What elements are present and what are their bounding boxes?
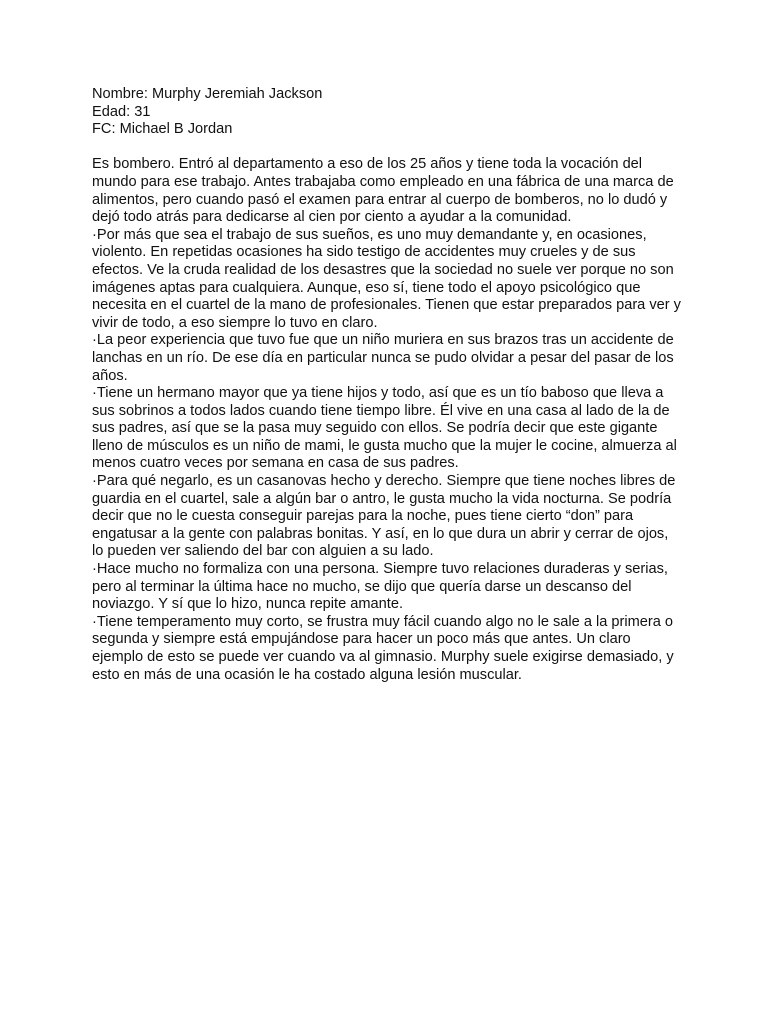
name-line: Nombre: Murphy Jeremiah Jackson [92, 86, 323, 102]
paragraph-work-demands: ·Por más que sea el trabajo de sus sueños, es uno muy demandante y, en ocasiones, violento. En repetidas ocasiones ha sido testigo de accidentes muy crueles y de sus efectos. Ve la cruda realidad de los desastres que la sociedad no suele ver porque no son imágenes aptas para cualquiera. Aunque, eso sí, tiene todo el apoyo psicológico que necesita en el cuartel de la mano de profesionales. Tienen que estar preparados para ver y vivir de todo, a eso siempre lo tuvo en claro. [92, 226, 681, 331]
paragraph-nightlife: ·Para qué negarlo, es un casanovas hecho y derecho. Siempre que tiene noches libres de guardia en el cuartel, sale a algún bar o antro, le gusta mucho la vida nocturna. Se podría decir que no le cuesta conseguir parejas para la noche, pues tiene cierto “don” para engatusar a la gente con palabras bonitas. Y así, en lo que dura un abrir y cerrar de ojos, lo pueden ver saliendo del bar con alguien a su lado. [92, 473, 676, 560]
paragraph-relationships: ·Hace mucho no formaliza con una persona. Siempre tuvo relaciones duraderas y serias, pero al terminar la última hace no mucho, se dijo que quería darse un descanso del noviazgo. Y sí que lo hizo, nunca repite amante. [92, 561, 668, 613]
paragraph-family: ·Tiene un hermano mayor que ya tiene hijos y todo, así que es un tío baboso que lleva a sus sobrinos a todos lados cuando tiene tiempo libre. Él vive en una casa al lado de la de sus padres, así que se la pasa muy seguido con ellos. Se podría decir que este gigante lleno de músculos es un niño de mami, le gusta mucho que la mujer le cocine, almuerza al menos cuatro veces por semana en casa de sus padres. [92, 385, 677, 472]
document-body [92, 86, 682, 684]
paragraph-gap [92, 139, 682, 157]
paragraph-intro: Es bombero. Entró al departamento a eso de los 25 años y tiene toda la vocación del mundo para ese trabajo. Antes trabajaba como empleado en una fábrica de una marca de alimentos, pero cuando pasó el examen para entrar al cuerpo de bomberos, no lo dudó y dejó todo atrás para dedicarse al cien por ciento a ayudar a la comunidad. [92, 156, 674, 226]
fc-line: FC: Michael B Jordan [92, 121, 233, 138]
paragraph-worst-experience: ·La peor experiencia que tuvo fue que un niño muriera en sus brazos tras un accidente de lanchas en un río. De ese día en particular nunca se pudo olvidar a pesar del pasar de los años. [92, 332, 674, 384]
paragraph-temperament: ·Tiene temperamento muy corto, se frustra muy fácil cuando algo no le sale a la primera o segunda y siempre está empujándose para hacer un poco más que antes. Un claro ejemplo de esto se puede ver cuando va al gimnasio. Murphy suele exigirse demasiado, y esto en más de una ocasión le ha costado alguna lesión muscular. [92, 613, 674, 683]
age-line: Edad: 31 [92, 103, 151, 120]
